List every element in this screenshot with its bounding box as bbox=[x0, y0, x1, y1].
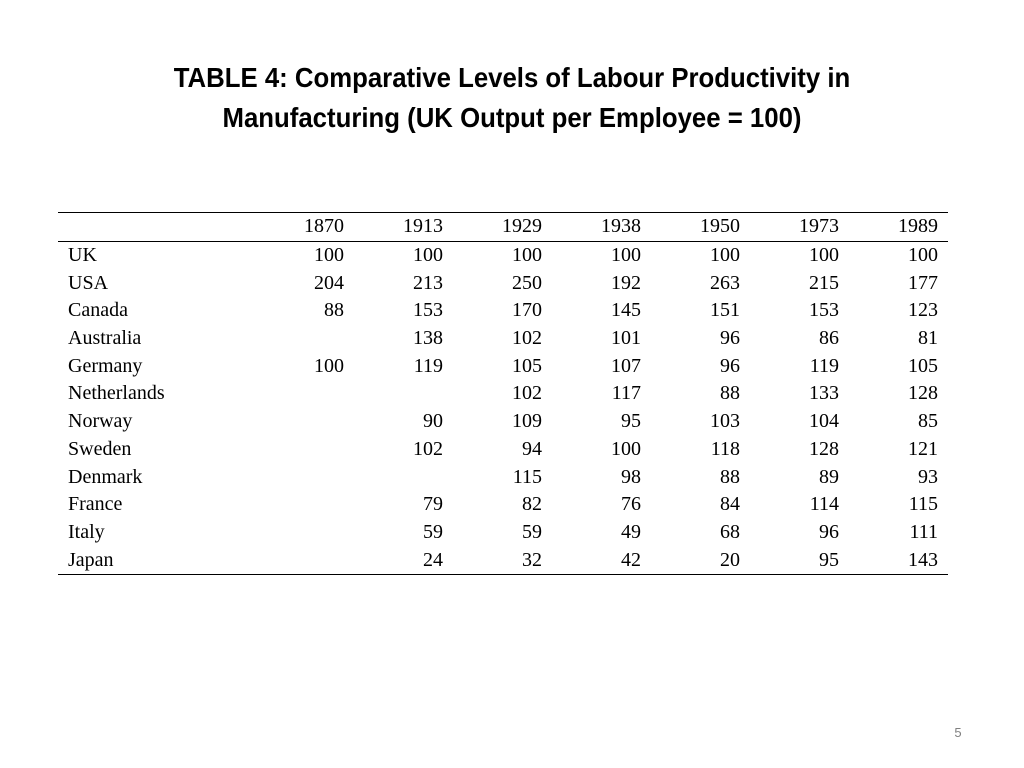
value-cell: 123 bbox=[908, 299, 938, 322]
value-cell: 119 bbox=[413, 354, 443, 377]
value-cell: 49 bbox=[621, 520, 641, 543]
value-cell bbox=[255, 546, 354, 574]
value-cell bbox=[255, 380, 354, 408]
value-cell: 133 bbox=[809, 382, 839, 405]
value-cell: 102 bbox=[512, 382, 542, 405]
value-cell: 153 bbox=[809, 299, 839, 322]
country-cell: Canada bbox=[68, 299, 128, 322]
value-cell: 94 bbox=[522, 437, 542, 460]
value-cell bbox=[255, 408, 354, 436]
value-cell: 100 bbox=[314, 354, 344, 377]
year-header-1950: 1950 bbox=[700, 215, 740, 238]
country-cell: USA bbox=[68, 271, 109, 294]
value-cell: 100 bbox=[314, 244, 344, 267]
value-cell: 68 bbox=[720, 520, 740, 543]
value-cell: 153 bbox=[413, 299, 443, 322]
table-header-row bbox=[58, 213, 948, 242]
value-cell: 84 bbox=[720, 493, 740, 516]
value-cell: 95 bbox=[621, 410, 641, 433]
table-row bbox=[58, 241, 948, 269]
table-row bbox=[58, 269, 948, 297]
value-cell: 76 bbox=[621, 493, 641, 516]
value-cell: 107 bbox=[611, 354, 641, 377]
value-cell: 117 bbox=[611, 382, 641, 405]
value-cell: 250 bbox=[512, 271, 542, 294]
value-cell: 93 bbox=[918, 465, 938, 488]
country-cell: France bbox=[68, 493, 123, 516]
value-cell: 128 bbox=[908, 382, 938, 405]
country-cell: Norway bbox=[68, 410, 133, 433]
value-cell: 59 bbox=[522, 520, 542, 543]
country-cell: Germany bbox=[68, 354, 143, 377]
value-cell: 111 bbox=[909, 520, 938, 543]
value-cell: 89 bbox=[819, 465, 839, 488]
value-cell: 88 bbox=[720, 382, 740, 405]
table-row bbox=[58, 519, 948, 547]
value-cell: 90 bbox=[423, 410, 443, 433]
value-cell: 115 bbox=[908, 493, 938, 516]
country-cell: Italy bbox=[68, 520, 105, 543]
value-cell: 263 bbox=[710, 271, 740, 294]
page-number: 5 bbox=[954, 725, 962, 740]
value-cell: 88 bbox=[720, 465, 740, 488]
value-cell: 192 bbox=[611, 271, 641, 294]
value-cell bbox=[255, 463, 354, 491]
value-cell bbox=[255, 325, 354, 353]
table-row bbox=[58, 463, 948, 491]
value-cell: 96 bbox=[720, 327, 740, 350]
table-row bbox=[58, 380, 948, 408]
slide-title-line-2: Manufacturing (UK Output per Employee = 100) bbox=[222, 102, 802, 133]
value-cell bbox=[255, 519, 354, 547]
value-cell: 215 bbox=[809, 271, 839, 294]
country-cell: Japan bbox=[68, 548, 114, 571]
country-cell: Netherlands bbox=[68, 382, 165, 405]
value-cell: 98 bbox=[621, 465, 641, 488]
year-header-1938: 1938 bbox=[601, 215, 641, 238]
value-cell: 24 bbox=[423, 548, 443, 571]
value-cell: 79 bbox=[423, 493, 443, 516]
value-cell: 104 bbox=[809, 410, 839, 433]
value-cell: 105 bbox=[908, 354, 938, 377]
value-cell bbox=[255, 491, 354, 519]
value-cell: 20 bbox=[720, 548, 740, 571]
value-cell: 102 bbox=[413, 437, 443, 460]
value-cell: 119 bbox=[809, 354, 839, 377]
value-cell bbox=[354, 463, 453, 491]
slide-title-line-1: TABLE 4: Comparative Levels of Labour Productivity in bbox=[173, 62, 851, 93]
table-row bbox=[58, 297, 948, 325]
year-header-1929: 1929 bbox=[502, 215, 542, 238]
value-cell: 115 bbox=[512, 465, 542, 488]
value-cell: 86 bbox=[819, 327, 839, 350]
value-cell: 138 bbox=[413, 327, 443, 350]
year-header-1989: 1989 bbox=[898, 215, 938, 238]
value-cell: 145 bbox=[611, 299, 641, 322]
value-cell: 82 bbox=[522, 493, 542, 516]
value-cell: 177 bbox=[908, 271, 938, 294]
value-cell: 170 bbox=[512, 299, 542, 322]
value-cell: 100 bbox=[611, 244, 641, 267]
country-cell: Denmark bbox=[68, 465, 143, 488]
table-row bbox=[58, 546, 948, 574]
country-cell: UK bbox=[68, 244, 97, 267]
value-cell: 81 bbox=[918, 327, 938, 350]
value-cell: 59 bbox=[423, 520, 443, 543]
year-header-1913: 1913 bbox=[403, 215, 443, 238]
value-cell: 96 bbox=[720, 354, 740, 377]
value-cell: 128 bbox=[809, 437, 839, 460]
table-row bbox=[58, 436, 948, 464]
value-cell: 101 bbox=[611, 327, 641, 350]
value-cell: 204 bbox=[314, 271, 344, 294]
table-body bbox=[58, 241, 948, 574]
slide-title bbox=[41, 58, 983, 138]
value-cell: 121 bbox=[908, 437, 938, 460]
value-cell bbox=[354, 380, 453, 408]
value-cell: 118 bbox=[710, 437, 740, 460]
country-cell: Australia bbox=[68, 327, 142, 350]
table-row bbox=[58, 408, 948, 436]
value-cell: 109 bbox=[512, 410, 542, 433]
productivity-table bbox=[58, 212, 948, 575]
corner-header-cell bbox=[58, 213, 255, 242]
productivity-table-container bbox=[58, 212, 948, 575]
value-cell: 88 bbox=[324, 299, 344, 322]
value-cell bbox=[255, 436, 354, 464]
table-row bbox=[58, 491, 948, 519]
value-cell: 100 bbox=[512, 244, 542, 267]
value-cell: 32 bbox=[522, 548, 542, 571]
value-cell: 114 bbox=[809, 493, 839, 516]
year-header-1973: 1973 bbox=[799, 215, 839, 238]
value-cell: 143 bbox=[908, 548, 938, 571]
table-row bbox=[58, 352, 948, 380]
country-cell: Sweden bbox=[68, 437, 132, 460]
value-cell: 213 bbox=[413, 271, 443, 294]
value-cell: 151 bbox=[710, 299, 740, 322]
value-cell: 100 bbox=[413, 244, 443, 267]
value-cell: 95 bbox=[819, 548, 839, 571]
value-cell: 100 bbox=[611, 437, 641, 460]
value-cell: 100 bbox=[908, 244, 938, 267]
value-cell: 103 bbox=[710, 410, 740, 433]
value-cell: 42 bbox=[621, 548, 641, 571]
value-cell: 100 bbox=[809, 244, 839, 267]
table-row bbox=[58, 325, 948, 353]
value-cell: 100 bbox=[710, 244, 740, 267]
value-cell: 85 bbox=[918, 410, 938, 433]
value-cell: 105 bbox=[512, 354, 542, 377]
year-header-1870: 1870 bbox=[304, 215, 344, 238]
value-cell: 102 bbox=[512, 327, 542, 350]
value-cell: 96 bbox=[819, 520, 839, 543]
